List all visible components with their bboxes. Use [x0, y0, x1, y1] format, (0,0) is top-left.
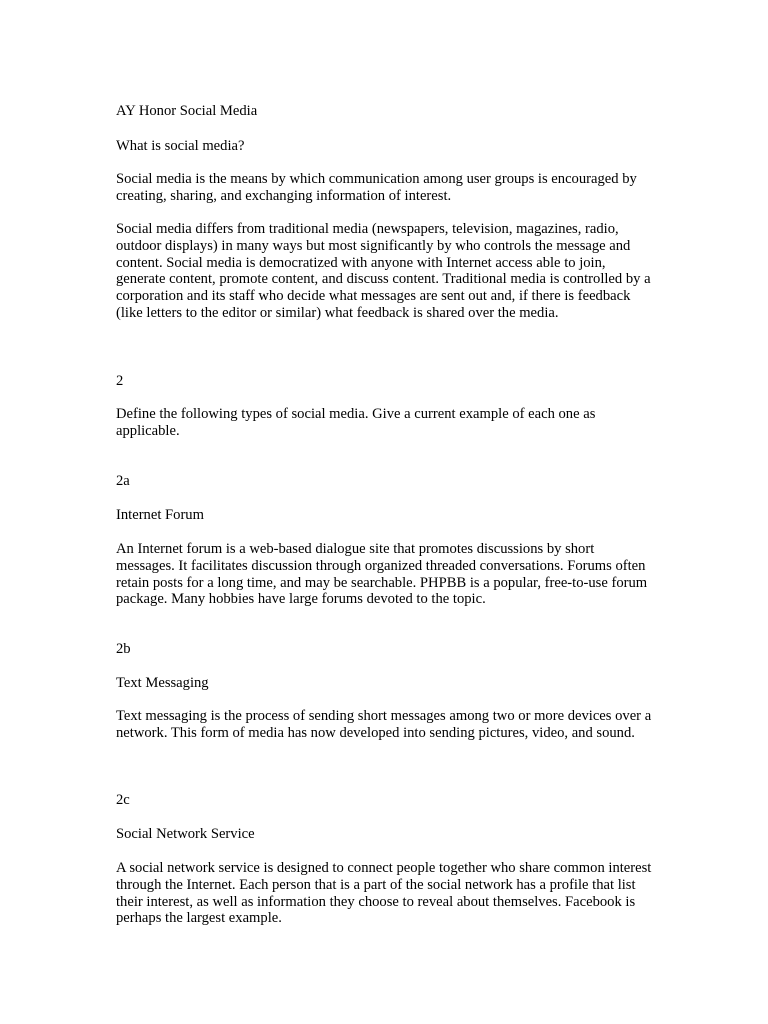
section-body: A social network service is designed to connect people together who share common interest through the Internet. Each person that is a part of the social network has a profile that list their interest, as well as information they choose to reveal about themselves. Facebook is perhaps the largest example.	[116, 860, 652, 927]
question-prompt: Define the following types of social media. Give a current example of each one as applicable.	[116, 406, 596, 439]
section-body: Text messaging is the process of sending short messages among two or more devices over a network. This form of media has now developed into sending pictures, video, and sound.	[116, 708, 652, 741]
question-heading: What is social media?	[116, 138, 245, 154]
section-body: An Internet forum is a web-based dialogue site that promotes discussions by short messages. It facilitates discussion through organized threaded conversations. Forums often retain posts for a long time, and may be searchable. PHPBB is a popular, free-to-use forum package. Many hobbies have large forums devoted to the topic.	[116, 541, 648, 608]
section-title: Text Messaging	[116, 675, 209, 691]
question-number: 2	[116, 373, 124, 389]
section-number: 2a	[116, 473, 130, 489]
section-number: 2c	[116, 792, 130, 808]
paragraph: Social media is the means by which communication among user groups is encouraged by creating, sharing, and exchanging information of interest.	[116, 171, 637, 204]
section-title: Social Network Service	[116, 826, 255, 842]
section-number: 2b	[116, 641, 131, 657]
document-title: AY Honor Social Media	[116, 103, 258, 119]
section-title: Internet Forum	[116, 507, 204, 523]
paragraph: Social media differs from traditional media (newspapers, television, magazines, radio, outdoor displays) in many ways but most significantly by who controls the message and content. Social media is democratized with anyone with Internet access able to join, generate content, promote content, and discuss content. Traditional media is controlled by a corporation and its staff who decide what messages are sent out and, if there is feedback (like letters to the editor or similar) what feedback is shared over the media.	[116, 221, 651, 321]
